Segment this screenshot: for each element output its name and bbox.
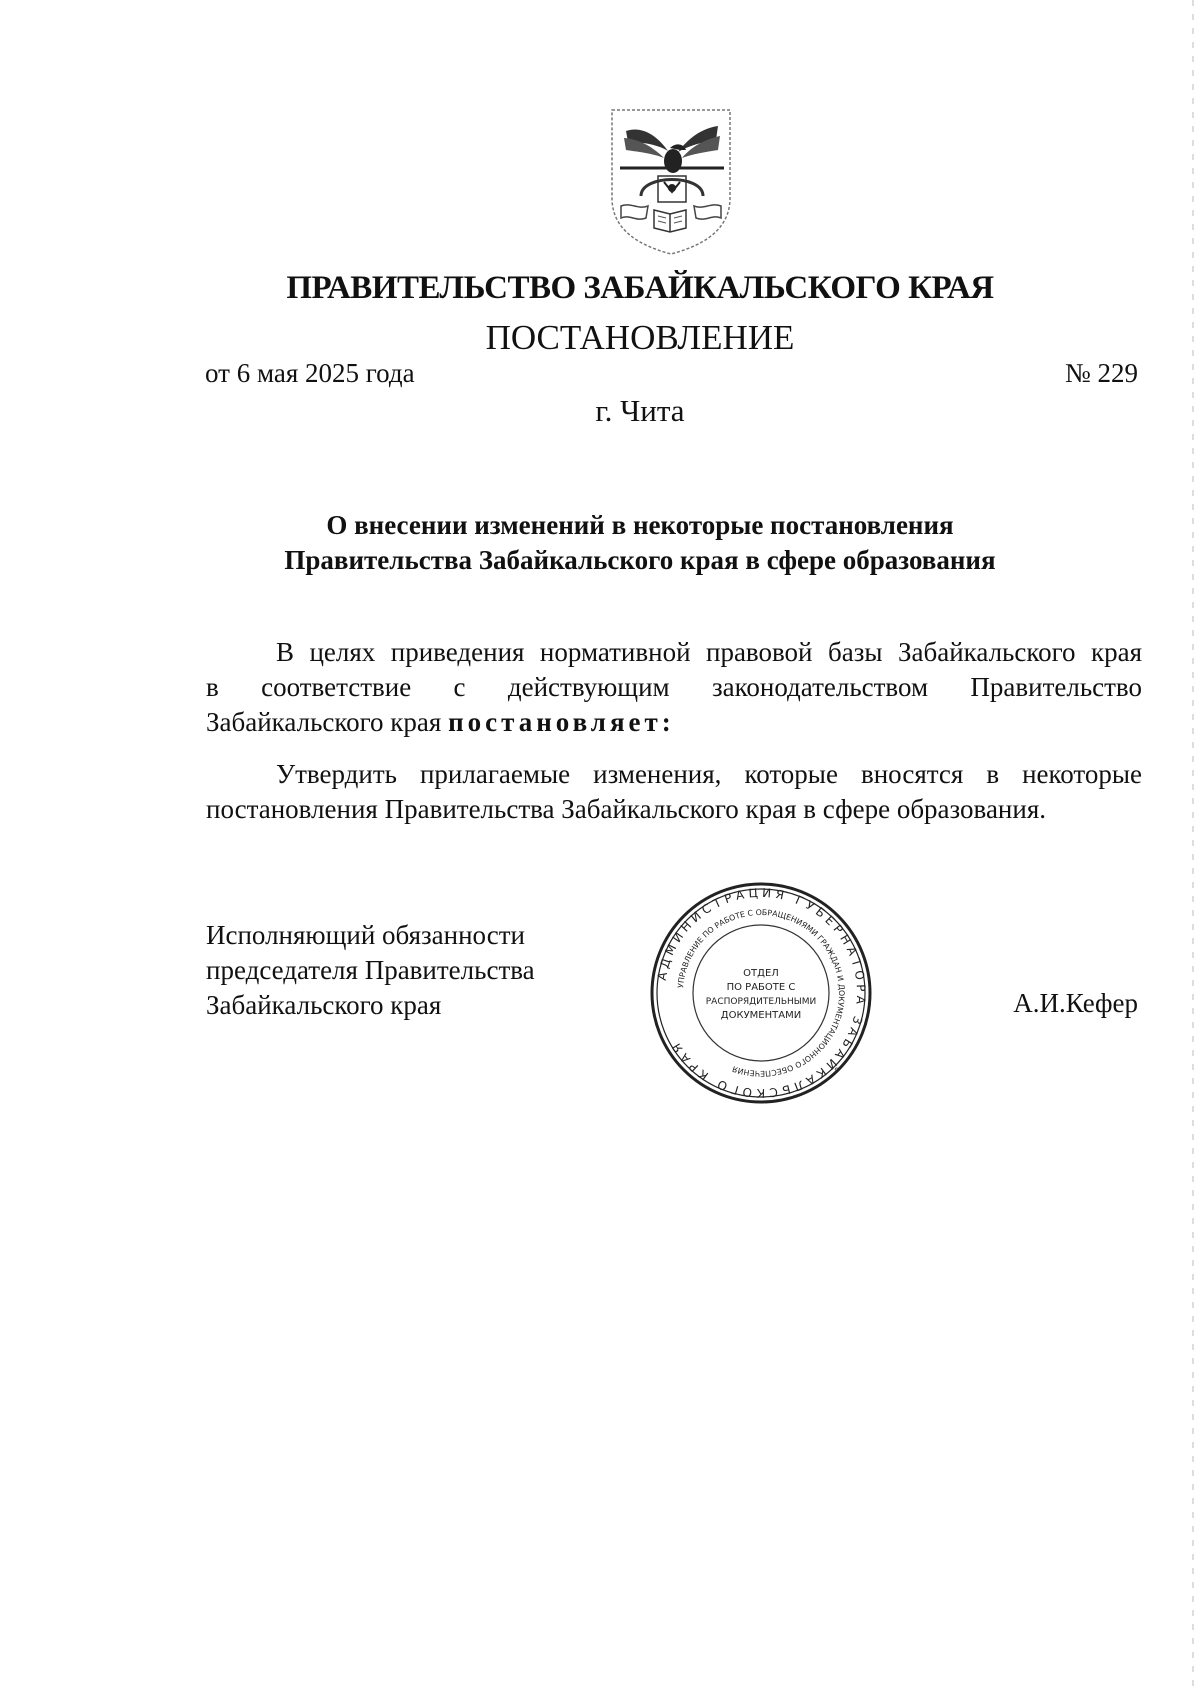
scan-edge-line <box>1192 0 1194 1686</box>
subject-line-2: Правительства Забайкальского края в сфере образования <box>284 545 996 575</box>
stamp-center-line: РАСПОРЯДИТЕЛЬНЫМИ <box>705 997 817 1007</box>
stamp-middle-text: УПРАВЛЕНИЕ ПО РАБОТЕ С ОБРАЩЕНИЯМИ ГРАЖДАН И ДОКУМЕНТАЦИОННОГО ОБЕСПЕЧЕНИЯ <box>676 907 847 1079</box>
document-type: ПОСТАНОВЛЕНИЕ <box>485 318 795 357</box>
document-number: № 229 <box>1064 358 1138 388</box>
paragraph-line <box>206 705 1142 740</box>
official-stamp-icon <box>648 880 874 1106</box>
signer-position-line: Забайкальского края <box>206 990 442 1020</box>
signer-position <box>206 918 535 1023</box>
stamp-center-line: ПО РАБОТЕ С <box>726 982 796 993</box>
paragraph-line: постановления Правительства Забайкальского края в сфере образования. <box>206 794 1046 824</box>
signer-name: А.И.Кефер <box>1013 988 1138 1018</box>
organization-title: ПРАВИТЕЛЬСТВО ЗАБАЙКАЛЬСКОГО КРАЯ <box>286 270 994 306</box>
document-date: от 6 мая 2025 года <box>205 358 415 388</box>
document-city: г. Чита <box>595 393 685 428</box>
stamp-outer-text: АДМИНИСТРАЦИЯ ГУБЕРНАТОРА ЗАБАЙКАЛЬСКОГО КРАЯ <box>654 885 869 1101</box>
signer-position-line: Исполняющий обязанности <box>206 920 525 950</box>
stamp-center-line: ОТДЕЛ <box>743 968 779 979</box>
paragraph-resolution <box>206 757 1142 827</box>
signer-position-line: председателя Правительства <box>206 955 535 985</box>
paragraph-text: Забайкальского края <box>206 707 449 737</box>
subject-line-1: О внесении изменений в некоторые постановления <box>326 510 954 540</box>
paragraph-line: Утвердить прилагаемые изменения, которые вносятся в некоторые <box>276 759 1142 789</box>
paragraph-preamble <box>206 635 1142 740</box>
resolution-keyword: постановляет: <box>448 707 675 737</box>
coat-of-arms-icon <box>606 106 736 256</box>
paragraph-line: В целях приведения нормативной правовой базы Забайкальского края <box>276 637 1142 667</box>
paragraph-line: в соответствие с действующим законодательством Правительство <box>206 672 1142 702</box>
stamp-center-line: ДОКУМЕНТАМИ <box>720 1010 802 1021</box>
